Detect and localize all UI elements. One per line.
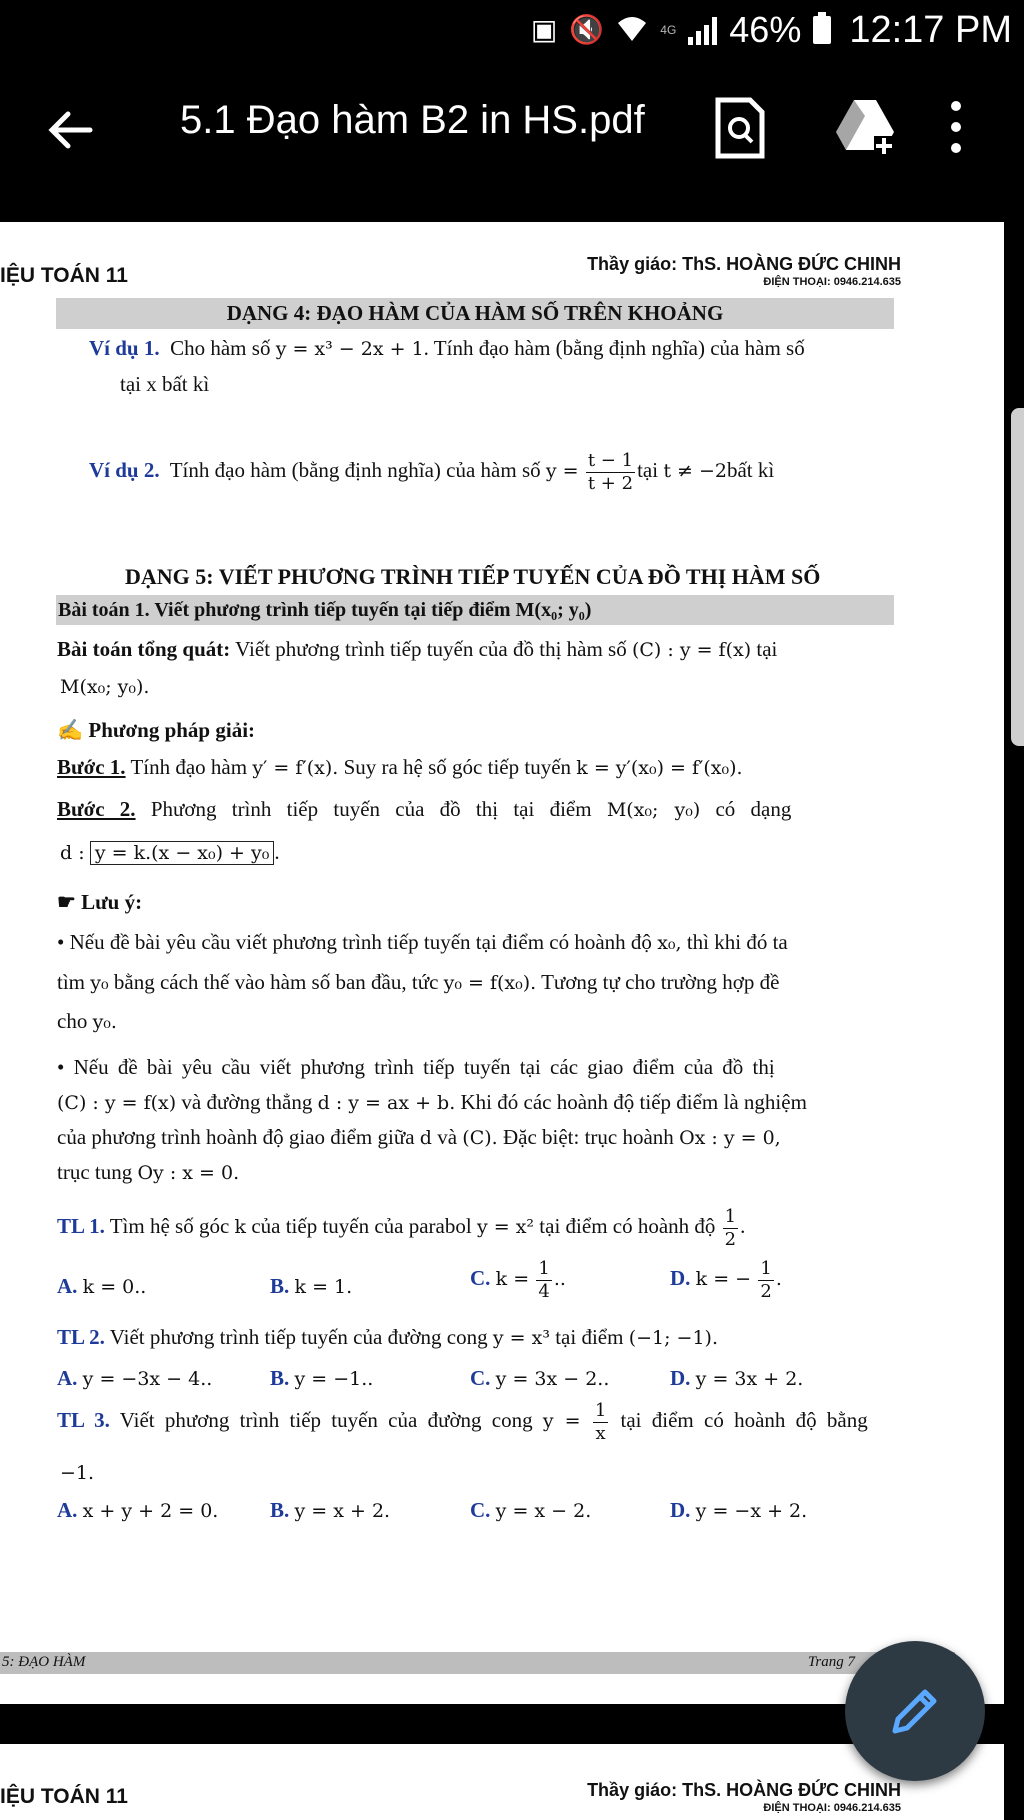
next-header-left: IỆU TOÁN 11: [0, 1785, 128, 1808]
dang4-title: DẠNG 4: ĐẠO HÀM CỦA HÀM SỐ TRÊN KHOẢNG: [56, 298, 894, 329]
app-bar: [0, 60, 1024, 222]
header-left: IỆU TOÁN 11: [0, 264, 128, 287]
pdf-page-next[interactable]: [0, 1744, 1004, 1820]
exercise-3-question: TL 3. Viết phương trình tiếp tuyến của đường cong y = $\frac{1}{x}$ tại điểm có hoành độ bằng: [57, 1400, 868, 1444]
lte-icon: 4G: [660, 23, 677, 37]
status-bar: [0, 0, 1024, 60]
sim-icon: ▣: [530, 14, 558, 45]
exercise-3-value: −1.: [60, 1462, 95, 1484]
exercise-2-option-c[interactable]: C. y = 3x − 2..: [470, 1366, 610, 1390]
exercise-2-option-d[interactable]: D. y = 3x + 2.: [670, 1366, 804, 1390]
exercise-2-question: TL 2. Viết phương trình tiếp tuyến của đường cong y = x³ tại điểm (−1; −1).: [57, 1325, 719, 1349]
step-2-line1: Bước 2. Phương trình tiếp tuyến của đồ thị tại điểm M(x₀; y₀) có dạng: [57, 797, 792, 821]
general-problem-point: M(x₀; y₀).: [60, 676, 150, 698]
next-teacher-name: Thầy giáo: ThS. HOÀNG ĐỨC CHINH: [587, 1780, 901, 1800]
search-document-icon[interactable]: [706, 94, 772, 160]
page-footer: [0, 1652, 955, 1674]
exercise-1-option-b[interactable]: B. k = 1.: [270, 1274, 353, 1298]
battery-icon: [813, 16, 831, 44]
note-2-line4: trục tung Oy : x = 0.: [57, 1160, 240, 1184]
scrollbar-thumb[interactable]: [1011, 408, 1024, 746]
bai-toan-1-title: Bài toán 1. Viết phương trình tiếp tuyến tại tiếp điểm M(x₀; y₀): [56, 595, 894, 625]
back-arrow-icon[interactable]: [40, 100, 100, 160]
pdf-page[interactable]: [0, 222, 1004, 1704]
edit-pencil-icon: [887, 1683, 943, 1739]
more-vert-icon[interactable]: [936, 94, 976, 160]
note-2-line1: • Nếu đề bài yêu cầu viết phương trình tiếp tuyến tại các giao điểm của đồ thị: [57, 1055, 775, 1079]
wifi-icon: [616, 13, 648, 48]
note-2-line3: của phương trình hoành độ giao điểm giữa d và (C). Đặc biệt: trục hoành Ox : y = 0,: [57, 1125, 781, 1149]
example-2: Ví dụ 2. Tính đạo hàm (bằng định nghĩa) của hàm số y = $\frac{t - 1}{t + 2}$ tại t ≠ −2bất kì: [89, 450, 775, 494]
note-2-line2: (C) : y = f(x) và đường thẳng d : y = ax + b. Khi đó các hoành độ tiếp điểm là nghiệm: [57, 1090, 807, 1114]
footer-chapter: 5: ĐẠO HÀM: [2, 1654, 86, 1670]
pointing-hand-icon: ☛: [57, 890, 76, 914]
step-1: Bước 1. Tính đạo hàm y′ = f′(x). Suy ra hệ số góc tiếp tuyến k = y′(x₀) = f′(x₀).: [57, 755, 743, 779]
exercise-3-option-b[interactable]: B. y = x + 2.: [270, 1498, 391, 1522]
edit-fab-button[interactable]: [845, 1641, 985, 1781]
exercise-1-option-d[interactable]: D. k = − $\frac{1}{2}$ .: [670, 1258, 782, 1302]
exercise-2-option-b[interactable]: B. y = −1..: [270, 1366, 374, 1390]
mute-icon: 🔇: [569, 14, 605, 45]
exercise-1-option-a[interactable]: A. k = 0..: [57, 1274, 147, 1298]
step-2-formula: d : y = k.(x − x₀) + y₀ .: [60, 840, 280, 864]
exercise-3-option-a[interactable]: A. x + y + 2 = 0.: [57, 1498, 219, 1522]
next-header-right: [587, 1780, 901, 1814]
battery-percent: 46%: [729, 9, 802, 50]
method-heading: ✍ Phương pháp giải:: [57, 718, 256, 742]
signal-icon: [688, 15, 717, 45]
example-1-line2: tại x bất kì: [120, 372, 210, 396]
footer-page-number: Trang 7: [807, 1654, 855, 1670]
dang5-title: DẠNG 5: VIẾT PHƯƠNG TRÌNH TIẾP TUYẾN CỦA ĐỒ THỊ HÀM SỐ: [125, 564, 821, 589]
note-heading: ☛ Lưu ý:: [57, 890, 143, 914]
exercise-2-option-a[interactable]: A. y = −3x − 4..: [57, 1366, 213, 1390]
tangent-formula-box: y = k.(x − x₀) + y₀: [90, 841, 275, 865]
exercise-1-question: TL 1. Tìm hệ số góc k của tiếp tuyến của parabol y = x² tại điểm có hoành độ $\frac{1}{2}$ .: [57, 1206, 746, 1250]
example-1-line1: Ví dụ 1. Cho hàm số y = x³ − 2x + 1. Tính đạo hàm (bằng định nghĩa) của hàm số: [89, 336, 805, 360]
example-2-fraction: $\frac{t - 1}{t + 2}$: [587, 450, 634, 494]
exercise-3-option-d[interactable]: D. y = −x + 2.: [670, 1498, 808, 1522]
phone-number: ĐIỆN THOẠI: 0946.214.635: [763, 276, 901, 288]
teacher-name: Thầy giáo: ThS. HOÀNG ĐỨC CHINH: [587, 254, 901, 274]
general-problem-line1: Bài toán tổng quát: Viết phương trình tiếp tuyến của đồ thị hàm số (C) : y = f(x) tại: [57, 637, 778, 661]
next-phone-number: ĐIỆN THOẠI: 0946.214.635: [763, 1802, 901, 1814]
header-right: [587, 254, 901, 288]
drive-add-icon[interactable]: [832, 94, 898, 160]
pencil-hand-icon: ✍: [57, 718, 84, 742]
note-1-line1: • Nếu đề bài yêu cầu viết phương trình tiếp tuyến tại điểm có hoành độ x₀, thì khi đó ta: [57, 930, 788, 954]
document-title: 5.1 Đạo hàm B2 in HS.pdf: [180, 98, 645, 142]
exercise-3-option-c[interactable]: C. y = x − 2.: [470, 1498, 592, 1522]
clock: 12:17 PM: [849, 8, 1012, 51]
exercise-1-option-c[interactable]: C. k = $\frac{1}{4}$ ..: [470, 1258, 566, 1302]
note-1-line2: tìm y₀ bằng cách thế vào hàm số ban đầu, tức y₀ = f(x₀). Tương tự cho trường hợp đề: [57, 970, 780, 994]
note-1-line3: cho y₀.: [57, 1009, 117, 1033]
